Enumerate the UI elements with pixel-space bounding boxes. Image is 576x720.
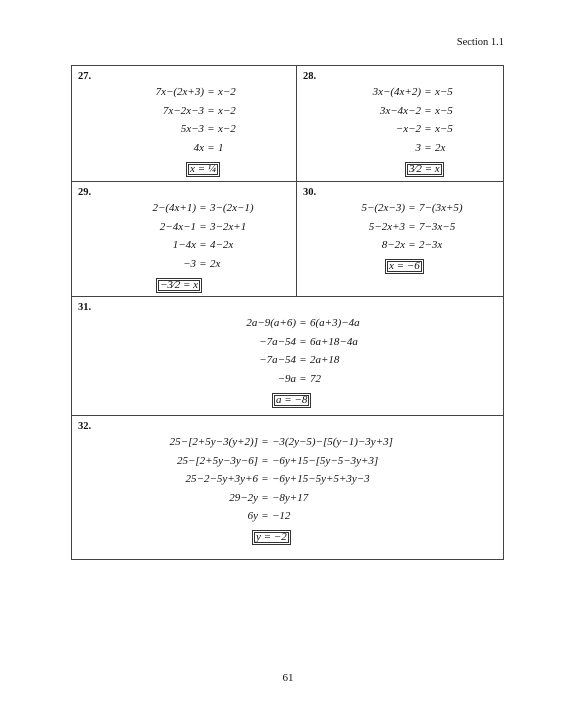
equation-line: 5x−3 = x−2 xyxy=(180,123,236,135)
boxed-answer: y = −2 xyxy=(252,530,291,545)
boxed-answer: x = −6 xyxy=(385,259,424,274)
equation-line: 3x−4x−2 = x−5 xyxy=(379,104,453,117)
equation-line: −7a−54 = 6a+18−4a xyxy=(259,335,358,348)
equation-line: 2a−9(a+6) = 6(a+3)−4a xyxy=(246,317,360,329)
boxed-answer: 3⁄2 = x xyxy=(405,162,444,177)
problem-27-cell xyxy=(72,66,296,181)
equation-steps xyxy=(339,202,463,276)
equation-line: 25−2−5y+3y+6 = −6y+15−5y+5+3y−3 xyxy=(185,473,370,485)
equation-line: 8−2x = 2−3x xyxy=(381,239,443,251)
problem-number: 32. xyxy=(78,421,92,432)
equation-line: 5−2x+3 = 7−3x−5 xyxy=(368,220,456,233)
equation-line: 29−2y = −8y+17 xyxy=(229,491,309,504)
equation-line: 5−(2x−3) = 7−(3x+5) xyxy=(361,202,463,214)
equation-line: 25−[2+5y−3y−6] = −6y+15−[5y−5−3y+3] xyxy=(176,454,379,467)
equation-steps xyxy=(132,86,236,178)
equation-steps xyxy=(140,436,393,547)
problem-30-cell xyxy=(297,182,505,296)
problem-32-cell xyxy=(72,416,505,560)
equation-line: 7x−(2x+3) = x−2 xyxy=(155,86,236,98)
problem-number: 30. xyxy=(303,187,317,198)
equation-steps xyxy=(214,317,360,409)
equation-steps xyxy=(351,86,453,178)
equation-line: 3 = 2x xyxy=(415,141,446,154)
solutions-table xyxy=(71,65,504,560)
problem-28-cell xyxy=(297,66,505,181)
boxed-answer: a = −8 xyxy=(272,393,311,408)
equation-line: 2−4x−1 = 3−2x+1 xyxy=(159,220,247,233)
problem-number: 28. xyxy=(303,71,317,82)
boxed-answer: −3⁄2 = x xyxy=(156,278,202,293)
equation-line: 25−[2+5y−3(y+2)] = −3(2y−5)−[5(y−1)−3y+3] xyxy=(169,436,393,448)
equation-line: −9a = 72 xyxy=(277,372,321,385)
problem-number: 29. xyxy=(78,187,92,198)
equation-steps xyxy=(124,202,254,294)
equation-line: 7x−2x−3 = x−2 xyxy=(162,104,236,117)
equation-line: 6y = −12 xyxy=(247,510,291,522)
equation-line: 3x−(4x+2) = x−5 xyxy=(372,86,453,98)
page-number: 61 xyxy=(282,672,294,684)
equation-line: −7a−54 = 2a+18 xyxy=(259,354,340,366)
problem-number: 31. xyxy=(78,302,92,313)
boxed-answer: x = ¼ xyxy=(186,162,220,177)
problem-31-cell xyxy=(72,297,505,415)
equation-line: −3 = 2x xyxy=(183,257,221,270)
equation-line: −x−2 = x−5 xyxy=(395,123,453,135)
equation-line: 4x = 1 xyxy=(193,141,224,154)
equation-line: 1−4x = 4−2x xyxy=(172,239,234,251)
problem-29-cell xyxy=(72,182,296,296)
equation-line: 2−(4x+1) = 3−(2x−1) xyxy=(152,202,254,214)
problem-number: 27. xyxy=(78,71,92,82)
section-header: Section 1.1 xyxy=(456,37,504,48)
